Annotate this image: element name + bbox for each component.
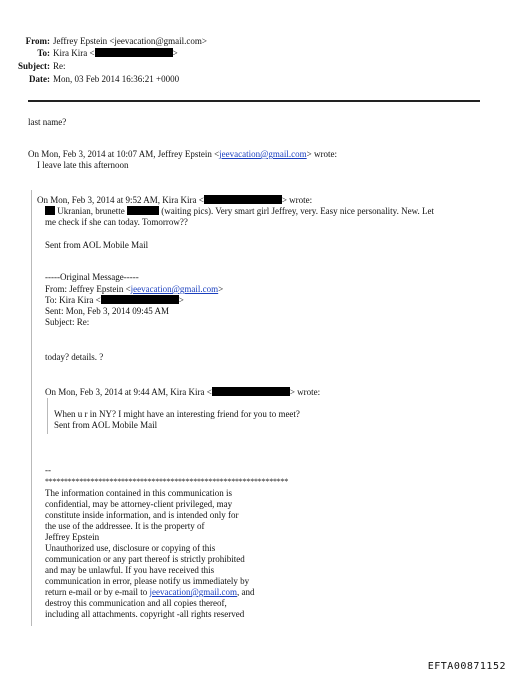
quote-header-2-prefix: On Mon, Feb 3, 2014 at 9:52 AM, Kira Kira < — [37, 195, 204, 205]
email-link[interactable]: jeevacation@gmail.com — [130, 284, 219, 294]
redaction-box — [212, 387, 290, 396]
disclaimer-line: the use of the addressee. It is the property of — [45, 521, 205, 531]
from-value: Jeffrey Epstein <jeevacation@gmail.com> — [53, 36, 207, 46]
quote-text-today: today? details. ? — [45, 352, 104, 362]
quote-header-3-suffix: > wrote: — [289, 387, 321, 397]
quote-bar-level-1 — [31, 190, 32, 626]
orig-sent: Sent: Mon, Feb 3, 2014 09:45 AM — [45, 306, 170, 316]
orig-to-prefix: To: Kira Kira < — [45, 295, 101, 305]
email-link[interactable]: jeevacation@gmail.com — [149, 587, 237, 597]
quote-header-3 — [45, 387, 320, 398]
quote-bar-level-2 — [47, 398, 48, 434]
signature-line-2: Sent from AOL Mobile Mail — [54, 420, 158, 430]
quote-header-2 — [37, 195, 312, 206]
to-value-prefix: Kira Kira < — [53, 48, 95, 58]
redaction-box — [204, 195, 282, 204]
original-message-heading: -----Original Message----- — [45, 272, 139, 282]
bates-number: EFTA00871152 — [427, 661, 506, 672]
date-value: Mon, 03 Feb 2014 16:36:21 +0000 — [53, 74, 180, 84]
disclaimer-line: constitute inside information, and is intended only for — [45, 510, 239, 520]
quote-text-2-a: Ukranian, brunette — [55, 206, 127, 216]
quote-header-2-suffix: > wrote: — [281, 195, 313, 205]
disclaimer-stars: **************************************************************** — [45, 477, 289, 486]
to-value-suffix: > — [172, 48, 178, 58]
redaction-box — [95, 48, 173, 57]
quote-text-2-cont: me check if she can today. Tomorrow?? — [45, 217, 188, 227]
disclaimer-line — [45, 587, 254, 598]
disclaimer-line: Jeffrey Epstein — [45, 532, 100, 542]
subject-value: Re: — [53, 61, 66, 71]
quote-text-2-b: (waiting pics). Very smart girl Jeffrey, very. Easy nice personality. New. Let — [158, 206, 434, 216]
orig-from — [45, 284, 223, 295]
orig-from-prefix: From: Jeffrey Epstein < — [45, 284, 131, 294]
quote-header-3-prefix: On Mon, Feb 3, 2014 at 9:44 AM, Kira Kira < — [45, 387, 212, 397]
orig-to — [45, 295, 184, 306]
orig-from-suffix: > — [218, 284, 224, 294]
disclaimer-line: including all attachments. copyright -all rights reserved — [45, 609, 245, 619]
orig-subject: Subject: Re: — [45, 317, 90, 327]
disclaimer-line: Unauthorized use, disclosure or copying of this — [45, 543, 216, 553]
from-label: From: — [25, 36, 50, 46]
date-label: Date: — [29, 74, 50, 84]
orig-to-suffix: > — [178, 295, 184, 305]
disclaimer-line: communication or any part thereof is strictly prohibited — [45, 554, 245, 564]
redaction-box — [45, 206, 55, 215]
quote-header-1-suffix: > wrote: — [306, 149, 337, 159]
email-link[interactable]: jeevacation@gmail.com — [219, 149, 307, 159]
redaction-box — [101, 295, 179, 304]
disclaimer-line: and may be unlawful. If you have received this — [45, 565, 215, 575]
to-value — [53, 48, 178, 58]
signature-dashes: -- — [45, 465, 51, 475]
header-divider — [28, 100, 480, 102]
quote-text-3: When u r in NY? I might have an interesting friend for you to meet? — [54, 409, 300, 419]
reply-text: last name? — [28, 117, 67, 127]
subject-label: Subject: — [18, 61, 50, 71]
disclaimer-return-prefix: return e-mail or by e-mail to — [45, 587, 150, 597]
quote-text-2 — [45, 206, 434, 217]
quote-header-1 — [28, 149, 337, 160]
disclaimer-line: The information contained in this communication is — [45, 488, 232, 498]
quote-text-1: I leave late this afternoon — [37, 160, 129, 170]
signature-line: Sent from AOL Mobile Mail — [45, 240, 149, 250]
disclaimer-return-suffix: , and — [236, 587, 255, 597]
disclaimer-line: destroy this communication and all copies thereof, — [45, 598, 227, 608]
disclaimer-line: communication in error, please notify us immediately by — [45, 576, 250, 586]
quote-header-1-prefix: On Mon, Feb 3, 2014 at 10:07 AM, Jeffrey Epstein < — [28, 149, 220, 159]
disclaimer-line: confidential, may be attorney-client privileged, may — [45, 499, 233, 509]
to-label: To: — [37, 48, 50, 58]
redaction-box — [127, 206, 159, 215]
